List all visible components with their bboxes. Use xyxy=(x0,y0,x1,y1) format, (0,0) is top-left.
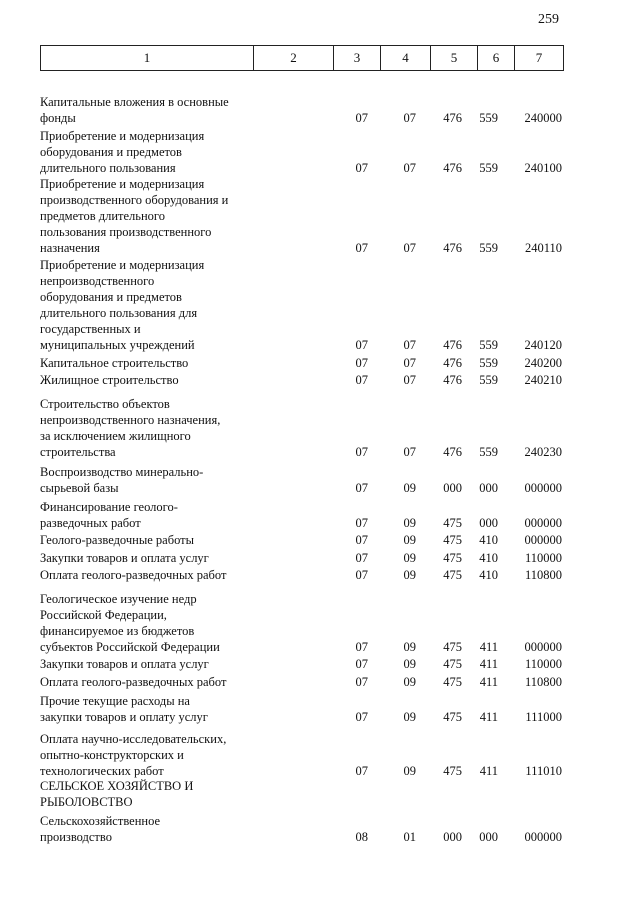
cell-col-4: 07 xyxy=(403,111,416,125)
table-row xyxy=(0,591,640,655)
cell-col-6: 000 xyxy=(479,830,498,844)
row-label xyxy=(40,591,270,655)
cell-col-6: 411 xyxy=(479,657,498,671)
cell-col-7: 111010 xyxy=(525,764,562,778)
row-label-line: непроизводственного xyxy=(40,274,155,288)
cell-col-3: 07 xyxy=(355,241,368,255)
cell-col-4: 09 xyxy=(403,551,416,565)
cell-col-5: 475 xyxy=(443,516,462,530)
row-label-line: Геолого-разведочные работы xyxy=(40,533,195,547)
row-label-line: сырьевой базы xyxy=(40,481,119,495)
row-label xyxy=(40,656,270,672)
row-label-line: опытно-конструкторских и xyxy=(40,748,184,762)
cell-col-4: 09 xyxy=(403,710,416,724)
cell-col-7: 240200 xyxy=(524,356,562,370)
row-label-line: Закупки товаров и оплата услуг xyxy=(40,657,209,671)
table-row xyxy=(0,550,640,566)
row-label-line: Финансирование геолого- xyxy=(40,500,178,514)
cell-col-7: 240000 xyxy=(524,111,562,125)
table-row xyxy=(0,778,640,810)
row-label xyxy=(40,567,270,583)
row-label xyxy=(40,731,270,779)
table-row xyxy=(0,355,640,371)
cell-col-3: 07 xyxy=(355,640,368,654)
table-row xyxy=(0,693,640,725)
row-label xyxy=(40,499,270,531)
row-label-line: разведочных работ xyxy=(40,516,141,530)
cell-col-4: 09 xyxy=(403,764,416,778)
cell-col-5: 475 xyxy=(443,764,462,778)
cell-col-3: 07 xyxy=(355,568,368,582)
table-row xyxy=(0,567,640,583)
cell-col-3: 07 xyxy=(355,516,368,530)
row-label xyxy=(40,128,270,176)
row-label-line: финансируемое из бюджетов xyxy=(40,624,195,638)
cell-col-3: 07 xyxy=(355,338,368,352)
cell-col-5: 476 xyxy=(443,161,462,175)
cell-col-7: 240230 xyxy=(524,445,562,459)
table-row xyxy=(0,731,640,779)
cell-col-3: 07 xyxy=(355,373,368,387)
cell-col-5: 475 xyxy=(443,533,462,547)
cell-col-7: 110000 xyxy=(524,551,562,565)
row-label-line: длительного пользования xyxy=(40,161,176,175)
row-label-line: строительства xyxy=(40,445,116,459)
column-header-3: 3 xyxy=(334,46,381,70)
table-row xyxy=(0,532,640,548)
row-label-line: Воспроизводство минерально- xyxy=(40,465,204,479)
row-label-line: Российской Федерации, xyxy=(40,608,167,622)
column-header-4: 4 xyxy=(381,46,431,70)
cell-col-3: 08 xyxy=(355,830,368,844)
column-header-5: 5 xyxy=(431,46,478,70)
row-label xyxy=(40,550,270,566)
cell-col-5: 475 xyxy=(443,551,462,565)
cell-col-6: 559 xyxy=(479,241,498,255)
cell-col-5: 476 xyxy=(443,111,462,125)
column-header-6: 6 xyxy=(478,46,515,70)
cell-col-6: 411 xyxy=(479,675,498,689)
row-label-line: муниципальных учреждений xyxy=(40,338,195,352)
row-label-line: Оплата геолого-разведочных работ xyxy=(40,675,227,689)
row-label-line: за исключением жилищного xyxy=(40,429,191,443)
row-label-line: непроизводственного назначения, xyxy=(40,413,221,427)
cell-col-4: 01 xyxy=(403,830,416,844)
row-label-line: предметов длительного xyxy=(40,209,165,223)
cell-col-7: 240100 xyxy=(524,161,562,175)
cell-col-7: 000000 xyxy=(524,533,562,547)
row-label-line: оборудования и предметов xyxy=(40,145,182,159)
cell-col-4: 09 xyxy=(403,533,416,547)
cell-col-6: 559 xyxy=(479,111,498,125)
table-row xyxy=(0,372,640,388)
row-label-line: Геологическое изучение недр xyxy=(40,592,197,606)
row-label-line: Оплата геолого-разведочных работ xyxy=(40,568,227,582)
row-label-line: Капитальное строительство xyxy=(40,356,189,370)
row-label-line: РЫБОЛОВСТВО xyxy=(40,795,133,809)
row-label xyxy=(40,464,270,496)
cell-col-7: 000000 xyxy=(524,830,562,844)
cell-col-7: 240210 xyxy=(524,373,562,387)
cell-col-6: 559 xyxy=(479,356,498,370)
row-label xyxy=(40,257,270,353)
cell-col-5: 475 xyxy=(443,710,462,724)
cell-col-7: 000000 xyxy=(524,640,562,654)
cell-col-5: 476 xyxy=(443,373,462,387)
cell-col-4: 07 xyxy=(403,356,416,370)
row-label-line: Приобретение и модернизация xyxy=(40,177,205,191)
cell-col-7: 240110 xyxy=(524,241,562,255)
table-row xyxy=(0,464,640,496)
row-label-line: производство xyxy=(40,830,112,844)
cell-col-3: 07 xyxy=(355,675,368,689)
row-label-line: государственных и xyxy=(40,322,141,336)
row-label xyxy=(40,94,270,126)
cell-col-3: 07 xyxy=(355,551,368,565)
table-row xyxy=(0,257,640,353)
row-label-line: оборудования и предметов xyxy=(40,290,182,304)
cell-col-6: 559 xyxy=(479,338,498,352)
row-label-line: производственного оборудования и xyxy=(40,193,229,207)
table-row xyxy=(0,499,640,531)
cell-col-5: 476 xyxy=(443,445,462,459)
row-label xyxy=(40,176,270,256)
cell-col-6: 559 xyxy=(479,445,498,459)
table-row xyxy=(0,94,640,126)
cell-col-6: 411 xyxy=(479,710,498,724)
cell-col-5: 475 xyxy=(443,640,462,654)
column-header-7: 7 xyxy=(535,50,543,65)
cell-col-7: 000000 xyxy=(524,516,562,530)
cell-col-3: 07 xyxy=(355,657,368,671)
cell-col-3: 07 xyxy=(355,445,368,459)
cell-col-6: 000 xyxy=(479,481,498,495)
row-label-line: технологических работ xyxy=(40,764,164,778)
cell-col-7: 111000 xyxy=(525,710,562,724)
cell-col-6: 410 xyxy=(479,533,498,547)
cell-col-3: 07 xyxy=(355,710,368,724)
row-label-line: Приобретение и модернизация xyxy=(40,129,205,143)
cell-col-4: 07 xyxy=(403,445,416,459)
cell-col-5: 000 xyxy=(443,830,462,844)
cell-col-4: 07 xyxy=(403,161,416,175)
row-label-line: Прочие текущие расходы на xyxy=(40,694,190,708)
cell-col-3: 07 xyxy=(355,481,368,495)
row-label-line: Сельскохозяйственное xyxy=(40,814,161,828)
cell-col-5: 476 xyxy=(443,338,462,352)
cell-col-3: 07 xyxy=(355,161,368,175)
cell-col-4: 09 xyxy=(403,516,416,530)
row-label-line: назначения xyxy=(40,241,100,255)
cell-col-4: 09 xyxy=(403,568,416,582)
cell-col-5: 000 xyxy=(443,481,462,495)
cell-col-6: 411 xyxy=(479,764,498,778)
cell-col-6: 410 xyxy=(479,568,498,582)
cell-col-4: 09 xyxy=(403,657,416,671)
row-label-line: Приобретение и модернизация xyxy=(40,258,205,272)
row-label-line: субъектов Российской Федерации xyxy=(40,640,220,654)
cell-col-4: 07 xyxy=(403,338,416,352)
cell-col-5: 476 xyxy=(443,241,462,255)
row-label xyxy=(40,813,270,845)
cell-col-7: 110000 xyxy=(524,657,562,671)
column-header-1: 1 xyxy=(41,46,254,70)
row-label-line: закупки товаров и оплату услуг xyxy=(40,710,208,724)
cell-col-4: 09 xyxy=(403,481,416,495)
cell-col-6: 000 xyxy=(479,516,498,530)
row-label-line: пользования производственного xyxy=(40,225,212,239)
cell-col-7: 000000 xyxy=(524,481,562,495)
cell-col-3: 07 xyxy=(355,533,368,547)
row-label-line: СЕЛЬСКОЕ ХОЗЯЙСТВО И xyxy=(40,779,194,793)
cell-col-5: 475 xyxy=(443,657,462,671)
cell-col-4: 07 xyxy=(403,373,416,387)
cell-col-6: 410 xyxy=(479,551,498,565)
table-row xyxy=(0,176,640,256)
row-label xyxy=(40,372,270,388)
cell-col-3: 07 xyxy=(355,111,368,125)
row-label xyxy=(40,396,270,460)
row-label xyxy=(40,674,270,690)
row-label-line: Жилищное строительство xyxy=(40,373,179,387)
row-label xyxy=(40,355,270,371)
cell-col-5: 475 xyxy=(443,675,462,689)
table-row xyxy=(0,396,640,460)
cell-col-6: 559 xyxy=(479,161,498,175)
row-label-line: Капитальные вложения в основные xyxy=(40,95,229,109)
cell-col-7: 240120 xyxy=(524,338,562,352)
cell-col-3: 07 xyxy=(355,764,368,778)
cell-col-4: 09 xyxy=(403,675,416,689)
cell-col-6: 411 xyxy=(479,640,498,654)
row-label-line: Оплата научно-исследовательских, xyxy=(40,732,227,746)
cell-col-4: 07 xyxy=(403,241,416,255)
column-header-2: 2 xyxy=(254,46,334,70)
row-label xyxy=(40,693,270,725)
row-label-line: длительного пользования для xyxy=(40,306,198,320)
row-label-line: Закупки товаров и оплата услуг xyxy=(40,551,209,565)
cell-col-6: 559 xyxy=(479,373,498,387)
cell-col-3: 07 xyxy=(355,356,368,370)
cell-col-5: 475 xyxy=(443,568,462,582)
table-row xyxy=(0,813,640,845)
row-label-line: Строительство объектов xyxy=(40,397,170,411)
table-row xyxy=(0,656,640,672)
row-label xyxy=(40,532,270,548)
cell-col-5: 476 xyxy=(443,356,462,370)
table-row xyxy=(0,674,640,690)
cell-col-4: 09 xyxy=(403,640,416,654)
row-label-line: фонды xyxy=(40,111,76,125)
row-label xyxy=(40,778,270,810)
table-row xyxy=(0,128,640,176)
cell-col-7: 110800 xyxy=(524,675,562,689)
column-header-row xyxy=(40,45,564,71)
page-number: 259 xyxy=(538,12,559,27)
cell-col-7: 110800 xyxy=(524,568,562,582)
